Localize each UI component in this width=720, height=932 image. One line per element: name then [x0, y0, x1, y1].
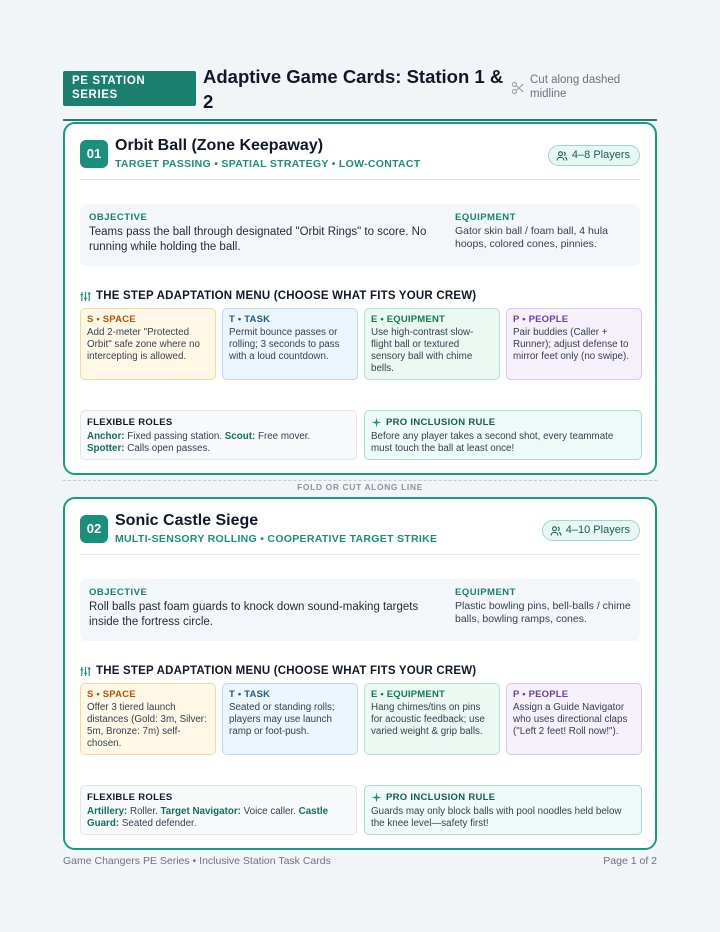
step-task-label: T • TASK	[229, 689, 271, 700]
footer-series-text: Game Changers PE Series • Inclusive Station Task Cards	[63, 855, 331, 867]
step-equipment-text: Use high-contrast slow-flight ball or textured sensory ball with chime bells.	[371, 327, 474, 374]
rule-label: PRO INCLUSION RULE	[371, 792, 635, 803]
header-divider	[63, 119, 657, 121]
equipment-label: EQUIPMENT	[455, 587, 516, 598]
players-count: 4–8 Players	[571, 149, 630, 161]
rule-text: Before any player takes a second shot, every teammate must touch the ball at least once!	[371, 431, 614, 454]
role-name: Castle Guard:	[87, 806, 329, 829]
sliders-icon	[80, 666, 91, 677]
page-title: Adaptive Game Cards: Station 1 & 2	[203, 66, 504, 112]
objective-label: OBJECTIVE	[89, 212, 148, 223]
step-people-text: Pair buddies (Caller + Runner); adjust defense to mirror feet only (no swipe).	[513, 327, 629, 362]
role-desc: Roller.	[127, 806, 161, 817]
step-task-label: T • TASK	[229, 314, 271, 325]
role-desc: Calls open passes.	[124, 443, 211, 454]
series-badge: PE STATION SERIES	[63, 71, 196, 106]
scissors-icon	[511, 81, 525, 95]
flexible-roles-panel	[80, 410, 357, 460]
equipment-text: Gator skin ball / foam ball, 4 hula hoops, colored cones, pinnies.	[455, 225, 608, 250]
inclusion-rule-panel	[364, 785, 642, 835]
objective-panel	[80, 579, 640, 641]
step-people-text: Assign a Guide Navigator who uses directional claps ("Left 2 feet! Roll now!").	[513, 702, 628, 737]
step-people-label: P • PEOPLE	[513, 689, 569, 700]
step-task	[222, 308, 358, 380]
step-space	[80, 308, 216, 380]
step-task-text: Seated or standing rolls; players may use launch ramp or foot-push.	[229, 702, 335, 737]
title-divider	[80, 554, 640, 555]
roles-text	[87, 806, 350, 830]
step-people-label: P • PEOPLE	[513, 314, 569, 325]
step-equipment	[364, 683, 500, 755]
step-space-label: S • SPACE	[87, 689, 136, 700]
page-footer	[63, 855, 657, 867]
players-count: 4–10 Players	[565, 524, 630, 536]
role-desc: Free mover.	[255, 431, 311, 442]
roles-label: FLEXIBLE ROLES	[87, 792, 173, 803]
objective-panel	[80, 204, 640, 266]
sliders-icon	[80, 291, 91, 302]
step-space-text: Offer 3 tiered launch distances (Gold: 3m, Silver: 5m, Bronze: 7m) self-chosen.	[87, 702, 207, 749]
players-badge	[548, 145, 640, 166]
page-header	[63, 64, 657, 122]
role-name: Anchor:	[87, 431, 125, 442]
objective-label: OBJECTIVE	[89, 587, 148, 598]
step-space	[80, 683, 216, 755]
role-name: Artillery:	[87, 806, 128, 817]
roles-label: FLEXIBLE ROLES	[87, 417, 173, 428]
roles-text	[87, 431, 350, 455]
card-number-badge: 02	[80, 515, 108, 543]
adaptation-menu-heading: THE STEP ADAPTATION MENU (CHOOSE WHAT FITS YOUR CREW)	[80, 290, 476, 302]
equipment-label: EQUIPMENT	[455, 212, 516, 223]
objective-text: Roll balls past foam guards to knock down sound-making targets inside the fortress circle.	[89, 601, 419, 628]
fold-line	[63, 480, 657, 492]
title-divider	[80, 179, 640, 180]
dashed-divider	[63, 480, 657, 481]
step-equipment-label: E • EQUIPMENT	[371, 689, 446, 700]
sparkle-icon	[371, 792, 382, 803]
step-space-text: Add 2-meter "Protected Orbit" safe zone where no intercepting is allowed.	[87, 327, 200, 362]
role-desc: Voice caller.	[240, 806, 299, 817]
users-icon	[550, 525, 562, 537]
rule-label: PRO INCLUSION RULE	[371, 417, 635, 428]
game-card-1	[63, 122, 657, 475]
game-card-2	[63, 497, 657, 850]
sparkle-icon	[371, 417, 382, 428]
game-tagline: MULTI-SENSORY ROLLING • COOPERATIVE TARGET STRIKE	[115, 533, 438, 545]
inclusion-rule-panel	[364, 410, 642, 460]
step-task-text: Permit bounce passes or rolling; 3 seconds to pass with a loud countdown.	[229, 327, 340, 362]
step-people	[506, 683, 642, 755]
game-title: Sonic Castle Siege	[115, 512, 259, 529]
step-equipment-text: Hang chimes/tins on pins for acoustic feedback; use varied weight & grip balls.	[371, 702, 485, 737]
users-icon	[556, 150, 568, 162]
page-number: Page 1 of 2	[603, 855, 657, 867]
players-badge	[542, 520, 640, 541]
step-task	[222, 683, 358, 755]
cut-note	[511, 73, 657, 105]
step-people	[506, 308, 642, 380]
role-desc: Fixed passing station.	[124, 431, 225, 442]
objective-text: Teams pass the ball through designated "Orbit Rings" to score. No running while holding the ball.	[89, 226, 427, 253]
game-title: Orbit Ball (Zone Keepaway)	[115, 137, 324, 154]
role-name: Target Navigator:	[160, 806, 241, 817]
fold-text: FOLD OR CUT ALONG LINE	[291, 482, 429, 492]
role-name: Spotter:	[87, 443, 125, 454]
game-tagline: TARGET PASSING • SPATIAL STRATEGY • LOW-CONTACT	[115, 158, 421, 170]
rule-text: Guards may only block balls with pool noodles held below the knee level—safety first!	[371, 806, 622, 829]
step-equipment-label: E • EQUIPMENT	[371, 314, 446, 325]
step-space-label: S • SPACE	[87, 314, 136, 325]
role-name: Scout:	[224, 431, 256, 442]
cut-note-text: Cut along dashed midline	[530, 74, 621, 100]
card-number-badge: 01	[80, 140, 108, 168]
equipment-text: Plastic bowling pins, bell-balls / chime balls, bowling ramps, cones.	[455, 600, 631, 625]
step-equipment	[364, 308, 500, 380]
adaptation-menu-heading: THE STEP ADAPTATION MENU (CHOOSE WHAT FITS YOUR CREW)	[80, 665, 476, 677]
flexible-roles-panel	[80, 785, 357, 835]
role-desc: Seated defender.	[119, 818, 197, 829]
